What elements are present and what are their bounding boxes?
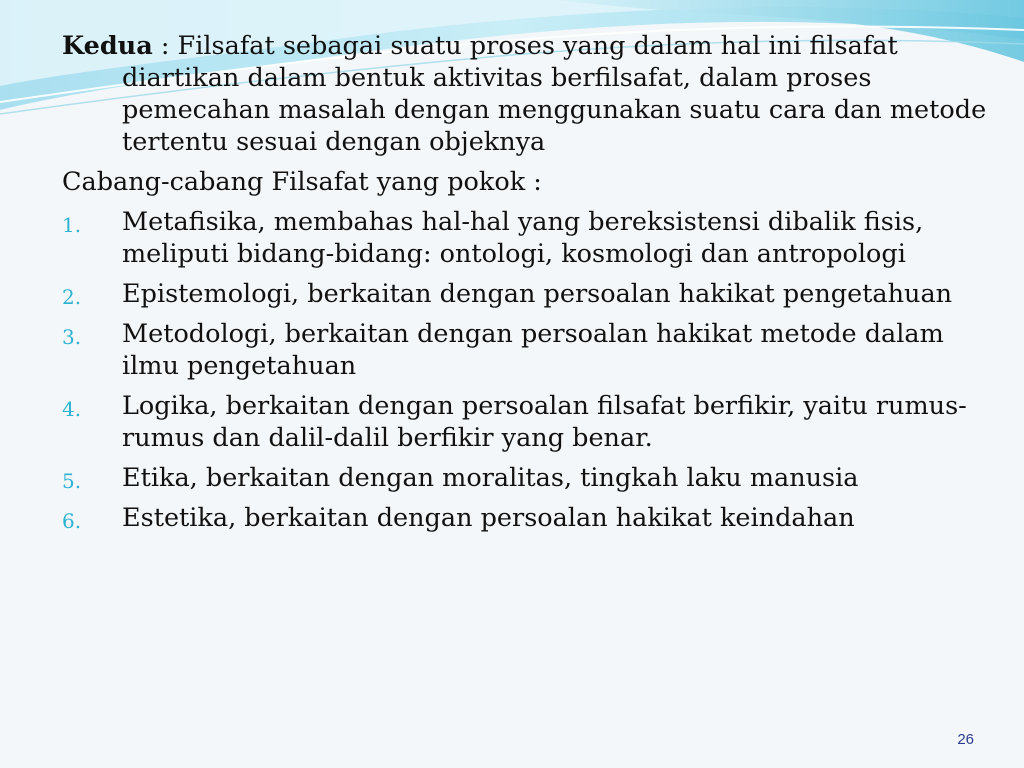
list-item-text: Estetika, berkaitan dengan persoalan hakikat keindahan (122, 503, 855, 533)
list-item-text: Epistemologi, berkaitan dengan persoalan hakikat pengetahuan (122, 279, 953, 309)
list-number: 4. (62, 397, 82, 421)
list-number: 2. (62, 285, 82, 309)
list-item-text: Logika, berkaitan dengan persoalan filsafat berfikir, yaitu rumus-rumus dan dalil-dalil berfikir yang benar. (122, 391, 967, 453)
list-item (62, 206, 992, 270)
list-number: 6. (62, 509, 82, 533)
list-number: 5. (62, 469, 82, 493)
list-item (62, 278, 992, 310)
list-item (62, 390, 992, 454)
list-item (62, 462, 992, 494)
intro-paragraph (62, 30, 992, 158)
list-item-text: Metodologi, berkaitan dengan persoalan hakikat metode dalam ilmu pengetahuan (122, 319, 944, 381)
branches-heading: Cabang-cabang Filsafat yang pokok : (62, 167, 542, 197)
list-item-text: Metafisika, membahas hal-hal yang bereksistensi dibalik fisis, meliputi bidang-bidang: ontologi, kosmologi dan antropologi (122, 207, 924, 269)
intro-text: : Filsafat sebagai suatu proses yang dalam hal ini filsafat diartikan dalam bentuk aktivitas berfilsafat, dalam proses pemecahan masalah dengan menggunakan suatu cara dan metode tertentu sesuai dengan objeknya (122, 31, 987, 157)
list-item (62, 502, 992, 534)
slide-body (62, 30, 992, 542)
page-number: 26 (957, 731, 974, 748)
list-item (62, 318, 992, 382)
intro-label: Kedua (62, 31, 153, 61)
list-number: 3. (62, 325, 82, 349)
list-number: 1. (62, 213, 82, 237)
branches-list (62, 206, 992, 534)
list-item-text: Etika, berkaitan dengan moralitas, tingkah laku manusia (122, 463, 859, 493)
